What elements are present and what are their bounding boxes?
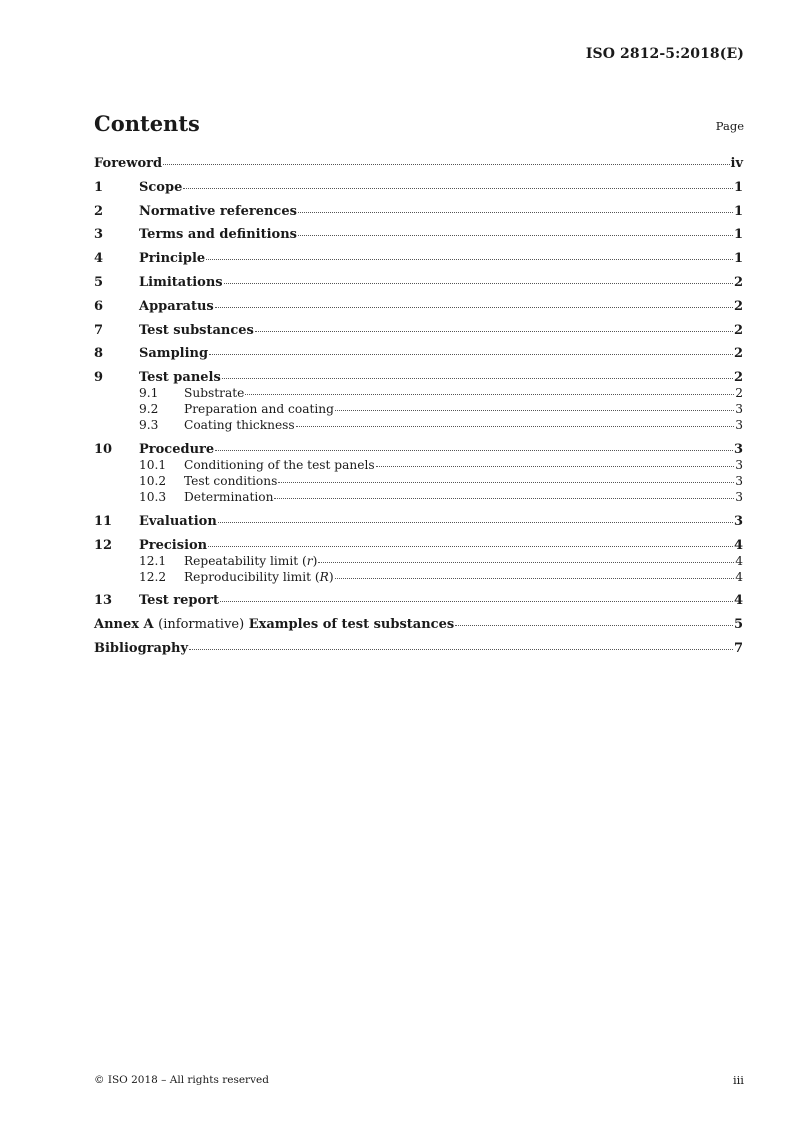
toc-number: 10 xyxy=(94,441,113,457)
dot-leader xyxy=(222,378,733,379)
toc-entry-test-panels[interactable] xyxy=(94,370,743,386)
toc-label: Apparatus xyxy=(139,298,214,314)
dot-leader xyxy=(209,354,733,355)
toc-entry-sampling[interactable] xyxy=(94,346,743,362)
toc-entry-limitations[interactable] xyxy=(94,275,743,291)
toc-number: 12.2 xyxy=(139,569,167,584)
toc-label-variable: R xyxy=(319,569,329,584)
dot-leader xyxy=(318,562,734,563)
toc-entry-scope[interactable] xyxy=(94,180,743,196)
toc-page: 1 xyxy=(733,179,743,195)
toc-entry-bibliography[interactable] xyxy=(94,641,743,657)
toc-page: 1 xyxy=(733,227,743,243)
toc-label: Procedure xyxy=(139,441,215,457)
toc-page: 7 xyxy=(733,640,743,656)
dot-leader xyxy=(215,307,733,308)
toc-entry-test-report[interactable] xyxy=(94,593,743,609)
toc-entry-precision[interactable] xyxy=(94,538,743,554)
toc-number: 9.2 xyxy=(139,402,159,417)
toc-page: 5 xyxy=(733,617,743,633)
toc-label-text: Reproducibility limit ( xyxy=(184,569,320,584)
dot-leader xyxy=(189,649,733,650)
toc-entry-coating-thickness[interactable] xyxy=(94,418,743,434)
toc-label-text: ) xyxy=(328,569,334,584)
toc-page: 2 xyxy=(733,274,743,290)
dot-leader xyxy=(224,283,733,284)
dot-leader xyxy=(255,331,733,332)
toc-entry-determination[interactable] xyxy=(94,490,743,506)
toc-number: 9.3 xyxy=(139,418,159,433)
annex-title: Examples of test substances xyxy=(248,617,455,633)
toc-number: 5 xyxy=(94,274,104,290)
toc-number: 3 xyxy=(94,227,104,243)
dot-leader xyxy=(298,235,733,236)
toc-label: Normative references xyxy=(139,203,297,219)
toc-entry-normative-references[interactable] xyxy=(94,204,743,220)
footer-page-number: iii xyxy=(732,1073,744,1087)
annex-type: (informative) xyxy=(158,617,245,633)
toc-entry-annex-a[interactable] xyxy=(94,617,743,633)
toc-entry-terms-definitions[interactable] xyxy=(94,227,743,243)
toc-page: 4 xyxy=(735,569,743,584)
toc-entry-reproducibility-limit[interactable] xyxy=(94,570,743,586)
toc-label: Bibliography xyxy=(94,640,189,656)
toc-label xyxy=(94,617,454,632)
toc-page: 2 xyxy=(733,298,743,314)
annex-label: Annex A xyxy=(94,617,154,633)
toc-label: Limitations xyxy=(139,274,223,290)
dot-leader xyxy=(218,522,733,523)
dot-leader xyxy=(455,625,733,626)
toc-label: Foreword xyxy=(94,156,163,171)
toc-label: Coating thickness xyxy=(184,418,295,433)
footer-copyright: © ISO 2018 – All rights reserved xyxy=(94,1074,269,1086)
toc-number: 2 xyxy=(94,203,104,219)
dot-leader xyxy=(296,426,735,427)
toc-number: 4 xyxy=(94,251,104,267)
toc-entry-procedure[interactable] xyxy=(94,442,743,458)
toc-page: 1 xyxy=(733,251,743,267)
toc-label xyxy=(184,554,317,568)
toc-number: 6 xyxy=(94,298,104,314)
toc-label-variable: r xyxy=(306,553,313,568)
page-column-label: Page xyxy=(715,119,744,133)
toc-entry-substrate[interactable] xyxy=(94,386,743,402)
toc-page: 1 xyxy=(733,203,743,219)
toc-page: 4 xyxy=(733,537,743,553)
toc-page: 3 xyxy=(733,441,743,457)
toc-label: Test conditions xyxy=(184,473,278,488)
dot-leader xyxy=(376,466,735,467)
dot-leader xyxy=(278,482,734,483)
dot-leader xyxy=(245,394,734,395)
toc-number: 11 xyxy=(94,513,113,529)
toc-entry-foreword[interactable] xyxy=(94,156,743,172)
toc-label: Scope xyxy=(139,179,183,195)
toc-label: Principle xyxy=(139,251,206,267)
dot-leader xyxy=(206,259,733,260)
toc-entry-conditioning[interactable] xyxy=(94,458,743,474)
toc-label: Substrate xyxy=(184,386,245,401)
dot-leader xyxy=(298,212,733,213)
dot-leader xyxy=(274,498,734,499)
contents-title: Contents xyxy=(94,111,200,136)
toc-label xyxy=(184,570,334,584)
toc-page: 3 xyxy=(735,402,743,417)
toc-number: 10.1 xyxy=(139,457,167,472)
toc-page: 4 xyxy=(735,553,743,568)
toc-label: Precision xyxy=(139,537,208,553)
toc-entry-evaluation[interactable] xyxy=(94,514,743,530)
document-id: ISO 2812-5:2018(E) xyxy=(585,46,744,62)
toc-number: 10.2 xyxy=(139,473,167,488)
toc-page: 3 xyxy=(733,513,743,529)
toc-page: 2 xyxy=(735,386,743,401)
toc-label: Test panels xyxy=(139,370,221,386)
toc-number: 9.1 xyxy=(139,386,159,401)
toc-page: 3 xyxy=(735,473,743,488)
dot-leader xyxy=(215,450,733,451)
toc-label: Sampling xyxy=(139,346,209,362)
toc-page: 4 xyxy=(733,593,743,609)
toc-page: 3 xyxy=(735,457,743,472)
dot-leader xyxy=(335,410,734,411)
toc-page: 2 xyxy=(733,346,743,362)
toc-page: 3 xyxy=(735,489,743,504)
toc-entry-apparatus[interactable] xyxy=(94,299,743,315)
dot-leader xyxy=(208,546,733,547)
toc-label: Terms and definitions xyxy=(139,227,297,243)
toc-page: 2 xyxy=(733,370,743,386)
toc-number: 12.1 xyxy=(139,553,167,568)
toc-label: Test report xyxy=(139,593,220,609)
dot-leader xyxy=(183,188,733,189)
toc-entry-test-conditions[interactable] xyxy=(94,474,743,490)
toc-entry-test-substances[interactable] xyxy=(94,323,743,339)
dot-leader xyxy=(220,601,733,602)
toc-label: Test substances xyxy=(139,322,254,338)
toc-number: 1 xyxy=(94,179,104,195)
toc-label: Evaluation xyxy=(139,513,217,529)
toc-number: 12 xyxy=(94,537,113,553)
toc-page: 3 xyxy=(735,418,743,433)
toc-label: Determination xyxy=(184,489,274,504)
table-of-contents xyxy=(94,156,743,657)
toc-entry-repeatability-limit[interactable] xyxy=(94,554,743,570)
toc-entry-preparation-coating[interactable] xyxy=(94,402,743,418)
toc-page: iv xyxy=(730,156,743,171)
toc-number: 7 xyxy=(94,322,104,338)
toc-label-text: ) xyxy=(312,553,318,568)
dot-leader xyxy=(335,578,735,579)
toc-number: 8 xyxy=(94,346,104,362)
toc-number: 10.3 xyxy=(139,489,167,504)
toc-label: Conditioning of the test panels xyxy=(184,457,375,472)
toc-number: 13 xyxy=(94,593,113,609)
toc-entry-principle[interactable] xyxy=(94,251,743,267)
dot-leader xyxy=(163,164,729,165)
toc-label-text: Repeatability limit ( xyxy=(184,553,307,568)
toc-number: 9 xyxy=(94,370,104,386)
toc-page: 2 xyxy=(733,322,743,338)
toc-label: Preparation and coating xyxy=(184,402,334,417)
